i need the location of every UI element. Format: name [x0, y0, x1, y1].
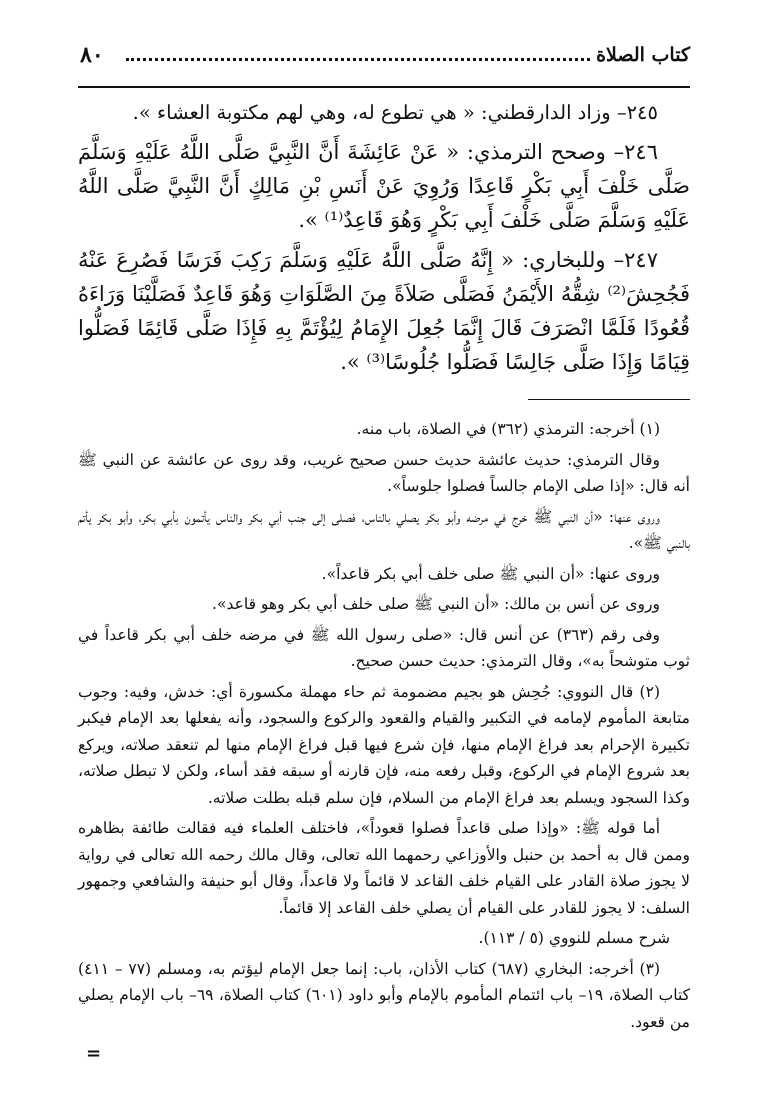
main-text [78, 96, 690, 379]
footnote-2-continued: أما قوله ﷺ: «وإذا صلى قاعداً فصلوا قعوداً»، فاختلف العلماء فيه فقالت طائفة بظاهره وممن قال به أحمد بن حنبل والأوزاعي رحمهما الله تعالى، وقال مالك رحمه الله تعالى في رواية لا يجوز صلاة القادر على القيام خلف القاعد لا قائماً ولا قاعداً، وقال أبو حنيفة والشافعي وجمهور السلف: لا يجوز للقادر على القيام أن يصلي خلف القاعد إلا قائماً. [78, 819, 690, 917]
continuation-mark: = [86, 1043, 102, 1064]
hadith-246: ٢٤٦– وصحح الترمذي: « عَنْ عَائِشَةَ أَنَّ النَّبِيَّ صَلَّى اللَّهُ عَلَيْهِ وَسَلَّمَ صَلَّى خَلْفَ أَبِي بَكْرٍ قَاعِدًا وَرُوِيَ عَنْ أَنَسِ بْنِ مَالِكٍ أَنَّ النَّبِيَّ صَلَّى اللَّهُ عَلَيْهِ وَسَلَّمَ صَلَّى خَلْفَ أَبِي بَكْرٍ وَهُوَ قَاعِدٌ⁽¹⁾ ». [78, 140, 690, 232]
footnote-1: (١) أخرجه: الترمذي (٣٦٢) في الصلاة، باب منه. [356, 420, 660, 438]
running-head-leader-dots [126, 58, 590, 61]
footnote-1-narration-3: وروى عنها: «أن النبي ﷺ صلى خلف أبي بكر قاعداً». [321, 564, 660, 583]
running-head [78, 40, 690, 88]
hadith-245: ٢٤٥– وزاد الدارقطني: « هي تطوع له، وهي لهم مكتوبة العشاء ». [132, 101, 658, 124]
footnote-1-narration-5: وفى رقم (٣٦٣) عن أنس قال: «صلى رسول الله ﷺ في مرضه خلف أبي بكر قاعداً في ثوب متوشحاً به»، وقال الترمذي: حديث حسن صحيح. [78, 625, 690, 670]
footnote-2: (٢) قال النووي: جُحِش هو بجيم مضمومة ثم حاء مهملة مكسورة أي: خدش، وفيه: وجوب متابعة المأموم لإمامه في التكبير والقيام والقعود والركوع والسجود، وأنه يفعلها بعد الإمام فيكبر تكبيرة الإحرام بعد فراغ الإمام منها، فإن شرع فيها قبل فراغ الإمام منها لم تنعقد صلاته، ويركع بعد شروع الإمام في الركوع، وقبل رفعه منه، فإن قارنه أو سبقه فقد أساء، ولكن لا تبطل صلاته، وكذا السجود ويسلم بعد فراغ الإمام من السلام، فإن سلم قبله بطلت صلاته. [78, 682, 690, 807]
hadith-247: ٢٤٧– وللبخاري: « إِنَّهُ صَلَّى اللَّهُ عَلَيْهِ وَسَلَّمَ رَكِبَ فَرَسًا فَصُرِعَ عَنْهُ فَجُحِشَ⁽²⁾ شِقُّهُ الأَيْمَنُ فَصَلَّى صَلاَةً مِنَ الصَّلَوَاتِ وَهُوَ قَاعِدٌ فَصَلَّيْنَا وَرَاءَهُ قُعُودًا فَلَمَّا انْصَرَفَ قَالَ إِنَّمَا جُعِلَ الإِمَامُ لِيُؤْتَمَّ بِهِ فَإِذَا صَلَّى قَائِمًا فَصَلُّوا قِيَامًا وَإِذَا صَلَّى جَالِسًا فَصَلُّوا جُلُوسًا⁽³⁾ ». [78, 248, 690, 374]
footnote-separator [528, 399, 690, 400]
footnote-2-source: شرح مسلم للنووي (٥ / ١١٣). [478, 929, 670, 947]
footnotes [78, 416, 690, 1035]
footnote-3: (٣) أخرجه: البخاري (٦٨٧) كتاب الأذان، باب: إنما جعل الإمام ليؤتم به، ومسلم (٧٧ – ٤١١) كتاب الصلاة، ١٩– باب ائتمام المأموم بالإمام وأبو داود (٦٠١) كتاب الصلاة، ٦٩– باب الإمام يصلي من قعود. [78, 959, 691, 1031]
page-number: ٨٠ [80, 42, 104, 68]
running-head-title: كتاب الصلاة [596, 44, 690, 66]
book-page [78, 40, 690, 1064]
footnote-1-tirmidhi-comment: وقال الترمذي: حديث عائشة حديث حسن صحيح غريب، وقد روى عن عائشة عن النبي ﷺ أنه قال: «إذا صلى الإمام جالساً فصلوا جلوساً». [78, 450, 690, 495]
footnote-1-narration-4: وروى عن أنس بن مالك: «أن النبي ﷺ صلى خلف أبي بكر وهو قاعد». [212, 595, 660, 613]
footnote-1-narration-2: وروى عنها: «أن النبي ﷺ خرج في مرضه وأبو بكر يصلي بالناس، فصلى إلى جنب أبي بكر والناس يأتمون بأبي بكر، وأبو بكر يأتم بالنبي ﷺ». [78, 507, 690, 552]
